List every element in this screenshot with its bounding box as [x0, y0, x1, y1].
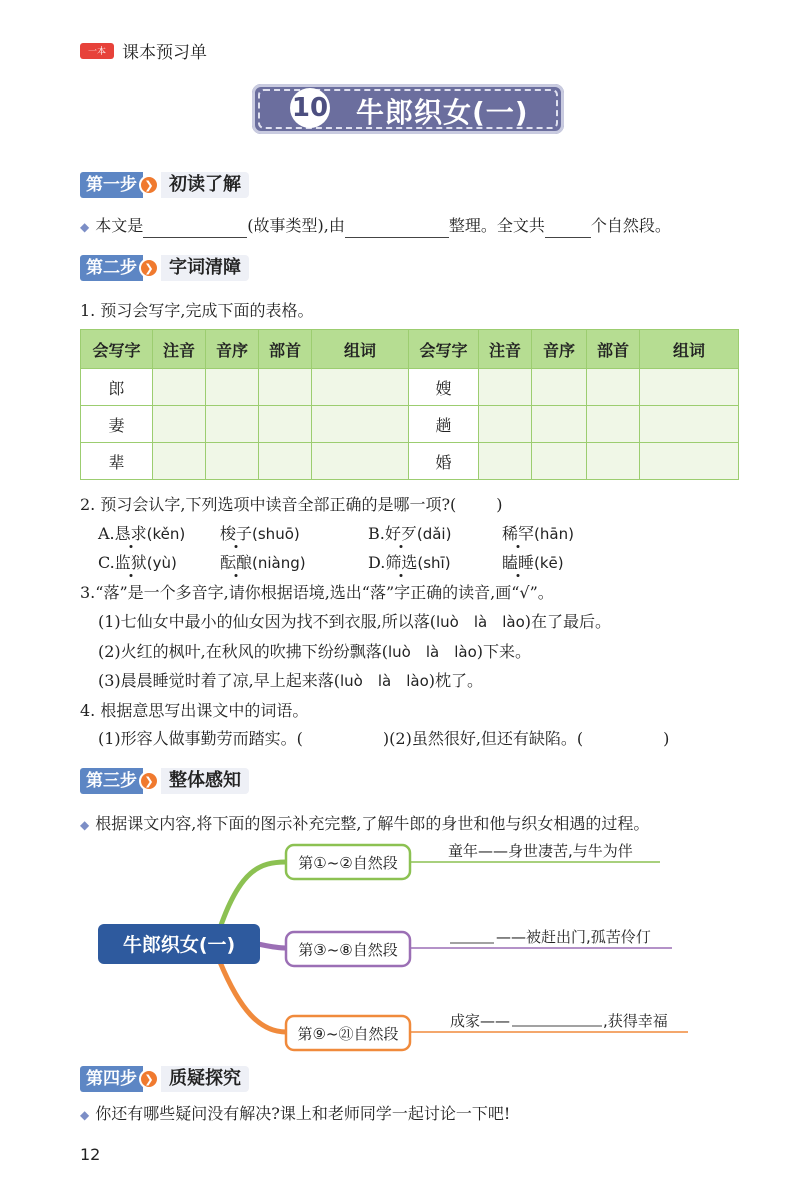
- option-pinyin: (shī): [417, 554, 451, 572]
- answer-cell[interactable]: [587, 443, 640, 480]
- char-cell: 趟: [409, 406, 479, 443]
- text: )在了最后。: [524, 612, 611, 631]
- option-pinyin: (shuō): [252, 525, 300, 543]
- text: 整理。全文共: [448, 216, 545, 235]
- answer-cell[interactable]: [312, 406, 409, 443]
- answer-cell[interactable]: [532, 406, 587, 443]
- diamond-bullet-icon: ◆: [80, 818, 90, 832]
- answer-cell[interactable]: [640, 443, 739, 480]
- diamond-bullet-icon: ◆: [80, 220, 90, 234]
- header-cell: 会写字: [409, 330, 479, 369]
- step4-name: 质疑探究: [161, 1066, 249, 1092]
- q2-option-c-word2: [220, 552, 306, 574]
- step4-heading: [80, 1066, 249, 1092]
- option-word: 稀罕: [502, 524, 535, 543]
- step1-heading: [80, 172, 249, 198]
- answer-cell[interactable]: [206, 443, 259, 480]
- arrow-right-icon: ❯: [139, 1069, 159, 1089]
- option-pinyin: (yù): [146, 554, 177, 572]
- text: (1)七仙女中最小的仙女因为找不到衣服,所以落(: [98, 612, 436, 631]
- answer-cell[interactable]: [312, 369, 409, 406]
- option-word: 监狱: [114, 553, 147, 572]
- answer-cell[interactable]: [479, 443, 532, 480]
- answer-cell[interactable]: [532, 443, 587, 480]
- q2-option-d-word2: [502, 552, 564, 574]
- q4-items: [98, 728, 669, 750]
- option-word: 恳求: [114, 524, 147, 543]
- answer-cell[interactable]: [640, 369, 739, 406]
- step2-tag: 第二步: [80, 255, 143, 281]
- table-row: [81, 443, 739, 480]
- answer-cell[interactable]: [532, 369, 587, 406]
- q2-option-b[interactable]: [368, 523, 451, 545]
- text: 2. 预习会认字,下列选项中读音全部正确的是哪一项?(: [80, 495, 457, 514]
- branch-1-desc: 童年——身世凄苦,与牛为伴: [448, 842, 633, 860]
- center-node-label: 牛郎织女(一): [122, 934, 236, 956]
- pinyin-choices[interactable]: luò là lào: [388, 643, 477, 661]
- arrow-right-icon: ❯: [139, 175, 159, 195]
- option-pinyin: (niàng): [252, 554, 306, 572]
- text: (3)晨晨睡觉时着了凉,早上起来落(: [98, 671, 340, 690]
- step1-question: [80, 215, 671, 238]
- arrow-right-icon: ❯: [139, 771, 159, 791]
- text: 本文是: [95, 216, 144, 235]
- header-cell: 组词: [312, 330, 409, 369]
- header-cell: 注音: [479, 330, 532, 369]
- char-cell: 辈: [81, 443, 153, 480]
- header-cell: 音序: [532, 330, 587, 369]
- header-cell: 组词: [640, 330, 739, 369]
- answer-cell[interactable]: [153, 406, 206, 443]
- text: (2)火红的枫叶,在秋风的吹拂下纷纷飘落(: [98, 642, 388, 661]
- publisher-logo: 一本: [80, 43, 114, 59]
- branch-3-desc-pre: 成家——: [450, 1012, 511, 1030]
- char-cell: 嫂: [409, 369, 479, 406]
- q3-text: 3.“落”是一个多音字,请你根据语境,选出“落”字正确的读音,画“√”。: [80, 583, 554, 602]
- q4-text: 4. 根据意思写出课文中的词语。: [80, 701, 309, 720]
- answer-cell[interactable]: [312, 443, 409, 480]
- branch-3-label: 第⑨~㉑自然段: [297, 1025, 399, 1043]
- answer-cell[interactable]: [206, 406, 259, 443]
- q2-option-a[interactable]: [98, 523, 185, 545]
- text: )枕了。: [428, 671, 483, 690]
- option-word: 酝酿: [220, 553, 253, 572]
- pinyin-choices[interactable]: luò là lào: [436, 613, 525, 631]
- answer-cell[interactable]: [259, 406, 312, 443]
- step1-name: 初读了解: [161, 172, 249, 198]
- text: ): [496, 495, 503, 514]
- answer-cell[interactable]: [259, 369, 312, 406]
- branch-line-2: [258, 944, 286, 948]
- header-cell: 注音: [153, 330, 206, 369]
- diamond-bullet-icon: ◆: [80, 1108, 90, 1122]
- table-row: [81, 406, 739, 443]
- q2-option-c[interactable]: [98, 552, 177, 574]
- q3-item-3: [98, 670, 483, 692]
- option-word: 瞌睡: [502, 553, 535, 572]
- text: ): [663, 729, 670, 748]
- paragraph-count-blank[interactable]: [545, 219, 591, 238]
- lesson-title-banner: [252, 84, 564, 134]
- option-label: C.: [98, 553, 115, 572]
- step3-name: 整体感知: [161, 768, 249, 794]
- q3-item-1: [98, 611, 611, 633]
- text: 根据课文内容,将下面的图示补充完整,了解牛郎的身世和他与织女相遇的过程。: [95, 814, 650, 833]
- char-cell: 妻: [81, 406, 153, 443]
- option-word: 好歹: [384, 524, 417, 543]
- step4-prompt: [80, 1103, 510, 1126]
- page-number: 12: [80, 1145, 101, 1164]
- branch-1-label: 第①~②自然段: [298, 854, 398, 872]
- answer-cell[interactable]: [479, 406, 532, 443]
- option-word: 筛选: [385, 553, 418, 572]
- answer-cell[interactable]: [640, 406, 739, 443]
- q2-option-d[interactable]: [368, 552, 451, 574]
- header-cell: 部首: [587, 330, 640, 369]
- option-pinyin: (hān): [534, 525, 574, 543]
- answer-cell[interactable]: [153, 443, 206, 480]
- option-pinyin: (kěn): [146, 525, 186, 543]
- q2-option-a-word2: [220, 523, 300, 545]
- char-cell: 郎: [81, 369, 153, 406]
- q1-text: 1. 预习会写字,完成下面的表格。: [80, 301, 314, 320]
- answer-cell[interactable]: [259, 443, 312, 480]
- branch-2-label: 第③~⑧自然段: [298, 941, 398, 959]
- text: (故事类型),由: [247, 216, 345, 235]
- writing-chars-table: [80, 329, 739, 480]
- q3-item-2: [98, 641, 531, 663]
- table-header-row: [81, 330, 739, 369]
- mind-map: [0, 830, 800, 1060]
- editor-blank[interactable]: [345, 219, 449, 238]
- char-cell: 婚: [409, 443, 479, 480]
- step2-heading: [80, 255, 249, 281]
- lesson-number: 10: [290, 88, 330, 128]
- pinyin-choices[interactable]: luò là lào: [340, 672, 429, 690]
- answer-cell[interactable]: [587, 369, 640, 406]
- step1-tag: 第一步: [80, 172, 143, 198]
- text: )(2)虽然很好,但还有缺陷。(: [382, 729, 584, 748]
- branch-line-3: [220, 962, 286, 1032]
- option-label: B.: [368, 524, 385, 543]
- option-pinyin: (dǎi): [416, 525, 452, 543]
- branch-2-desc: ——被赶出门,孤苦伶仃: [496, 928, 651, 946]
- answer-cell[interactable]: [479, 369, 532, 406]
- option-pinyin: (kē): [534, 554, 564, 572]
- branch-line-1: [220, 862, 286, 928]
- text: 个自然段。: [590, 216, 671, 235]
- header: [80, 38, 207, 63]
- header-cell: 会写字: [81, 330, 153, 369]
- step3-heading: [80, 768, 249, 794]
- option-label: A.: [98, 524, 115, 543]
- table-row: [81, 369, 739, 406]
- step2-name: 字词清障: [161, 255, 249, 281]
- header-label: 课本预习单: [122, 43, 207, 63]
- text: (1)形容人做事勤劳而踏实。(: [98, 729, 303, 748]
- text: )下来。: [476, 642, 531, 661]
- lesson-title: 牛郎织女(一): [356, 96, 529, 129]
- answer-cell[interactable]: [153, 369, 206, 406]
- step4-tag: 第四步: [80, 1066, 143, 1092]
- branch-3-desc-post: ,获得幸福: [603, 1012, 668, 1030]
- option-word: 梭子: [220, 524, 253, 543]
- header-cell: 音序: [206, 330, 259, 369]
- header-cell: 部首: [259, 330, 312, 369]
- arrow-right-icon: ❯: [139, 258, 159, 278]
- q2-text: [80, 494, 503, 516]
- q2-option-b-word2: [502, 523, 574, 545]
- answer-cell[interactable]: [206, 369, 259, 406]
- text: 你还有哪些疑问没有解决?课上和老师同学一起讨论一下吧!: [95, 1104, 511, 1123]
- story-type-blank[interactable]: [143, 219, 247, 238]
- answer-cell[interactable]: [587, 406, 640, 443]
- step3-tag: 第三步: [80, 768, 143, 794]
- option-label: D.: [368, 553, 386, 572]
